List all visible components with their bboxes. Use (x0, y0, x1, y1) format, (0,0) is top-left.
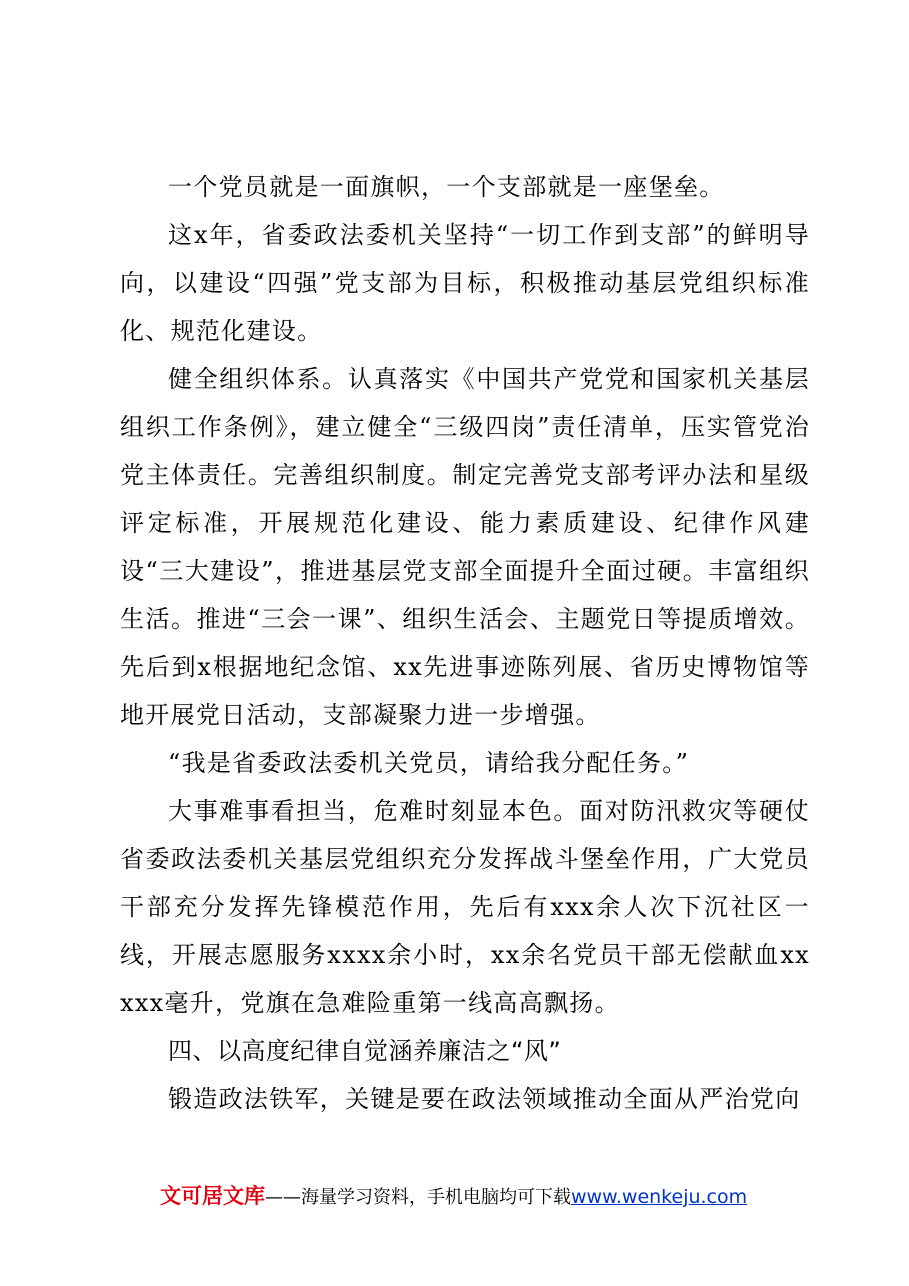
footer-banner (160, 1180, 860, 1214)
paragraph-1: 一个党员就是一面旗帜，一个支部就是一座堡垒。 (168, 173, 725, 201)
section-heading: 四、以高度纪律自觉涵养廉洁之“风” (168, 1037, 562, 1065)
footer-brand: 文可居文库 (160, 1184, 265, 1208)
document-body (120, 163, 810, 1123)
footer-site-link[interactable]: www.wenkeju.com (571, 1186, 748, 1208)
paragraph-2: 这x年，省委政法委机关坚持“一切工作到支部”的鲜明导向，以建设“四强”党支部为目标，积极推动基层党组织标准化、规范化建设。 (120, 221, 810, 345)
paragraph-5: 大事难事看担当，危难时刻显本色。面对防汛救灾等硬仗省委政法委机关基层党组织充分发挥战斗堡垒作用，广大党员干部充分发挥先锋模范作用，先后有xxx余人次下沉社区一线，开展志愿服务xxxx余小时，xx余名党员干部无偿献血xxxxx毫升，党旗在急难险重第一线高高飘扬。 (120, 797, 810, 1017)
paragraph-4: “我是省委政法委机关党员，请给我分配任务。” (168, 749, 690, 777)
footer-tagline: ——海量学习资料，手机电脑均可下载 (265, 1187, 571, 1208)
paragraph-3: 健全组织体系。认真落实《中国共产党党和国家机关基层组织工作条例》，建立健全“三级四岗”责任清单，压实管党治党主体责任。完善组织制度。制定完善党支部考评办法和星级评定标准，开展规范化建设、能力素质建设、纪律作风建设“三大建设”，推进基层党支部全面提升全面过硬。丰富组织生活。推进“三会一课”、组织生活会、主题党日等提质增效。先后到x根据地纪念馆、xx先进事迹陈列展、省历史博物馆等地开展党日活动，支部凝聚力进一步增强。 (120, 365, 810, 729)
paragraph-6: 锻造政法铁军，关键是要在政法领域推动全面从严治党向 (168, 1085, 801, 1113)
